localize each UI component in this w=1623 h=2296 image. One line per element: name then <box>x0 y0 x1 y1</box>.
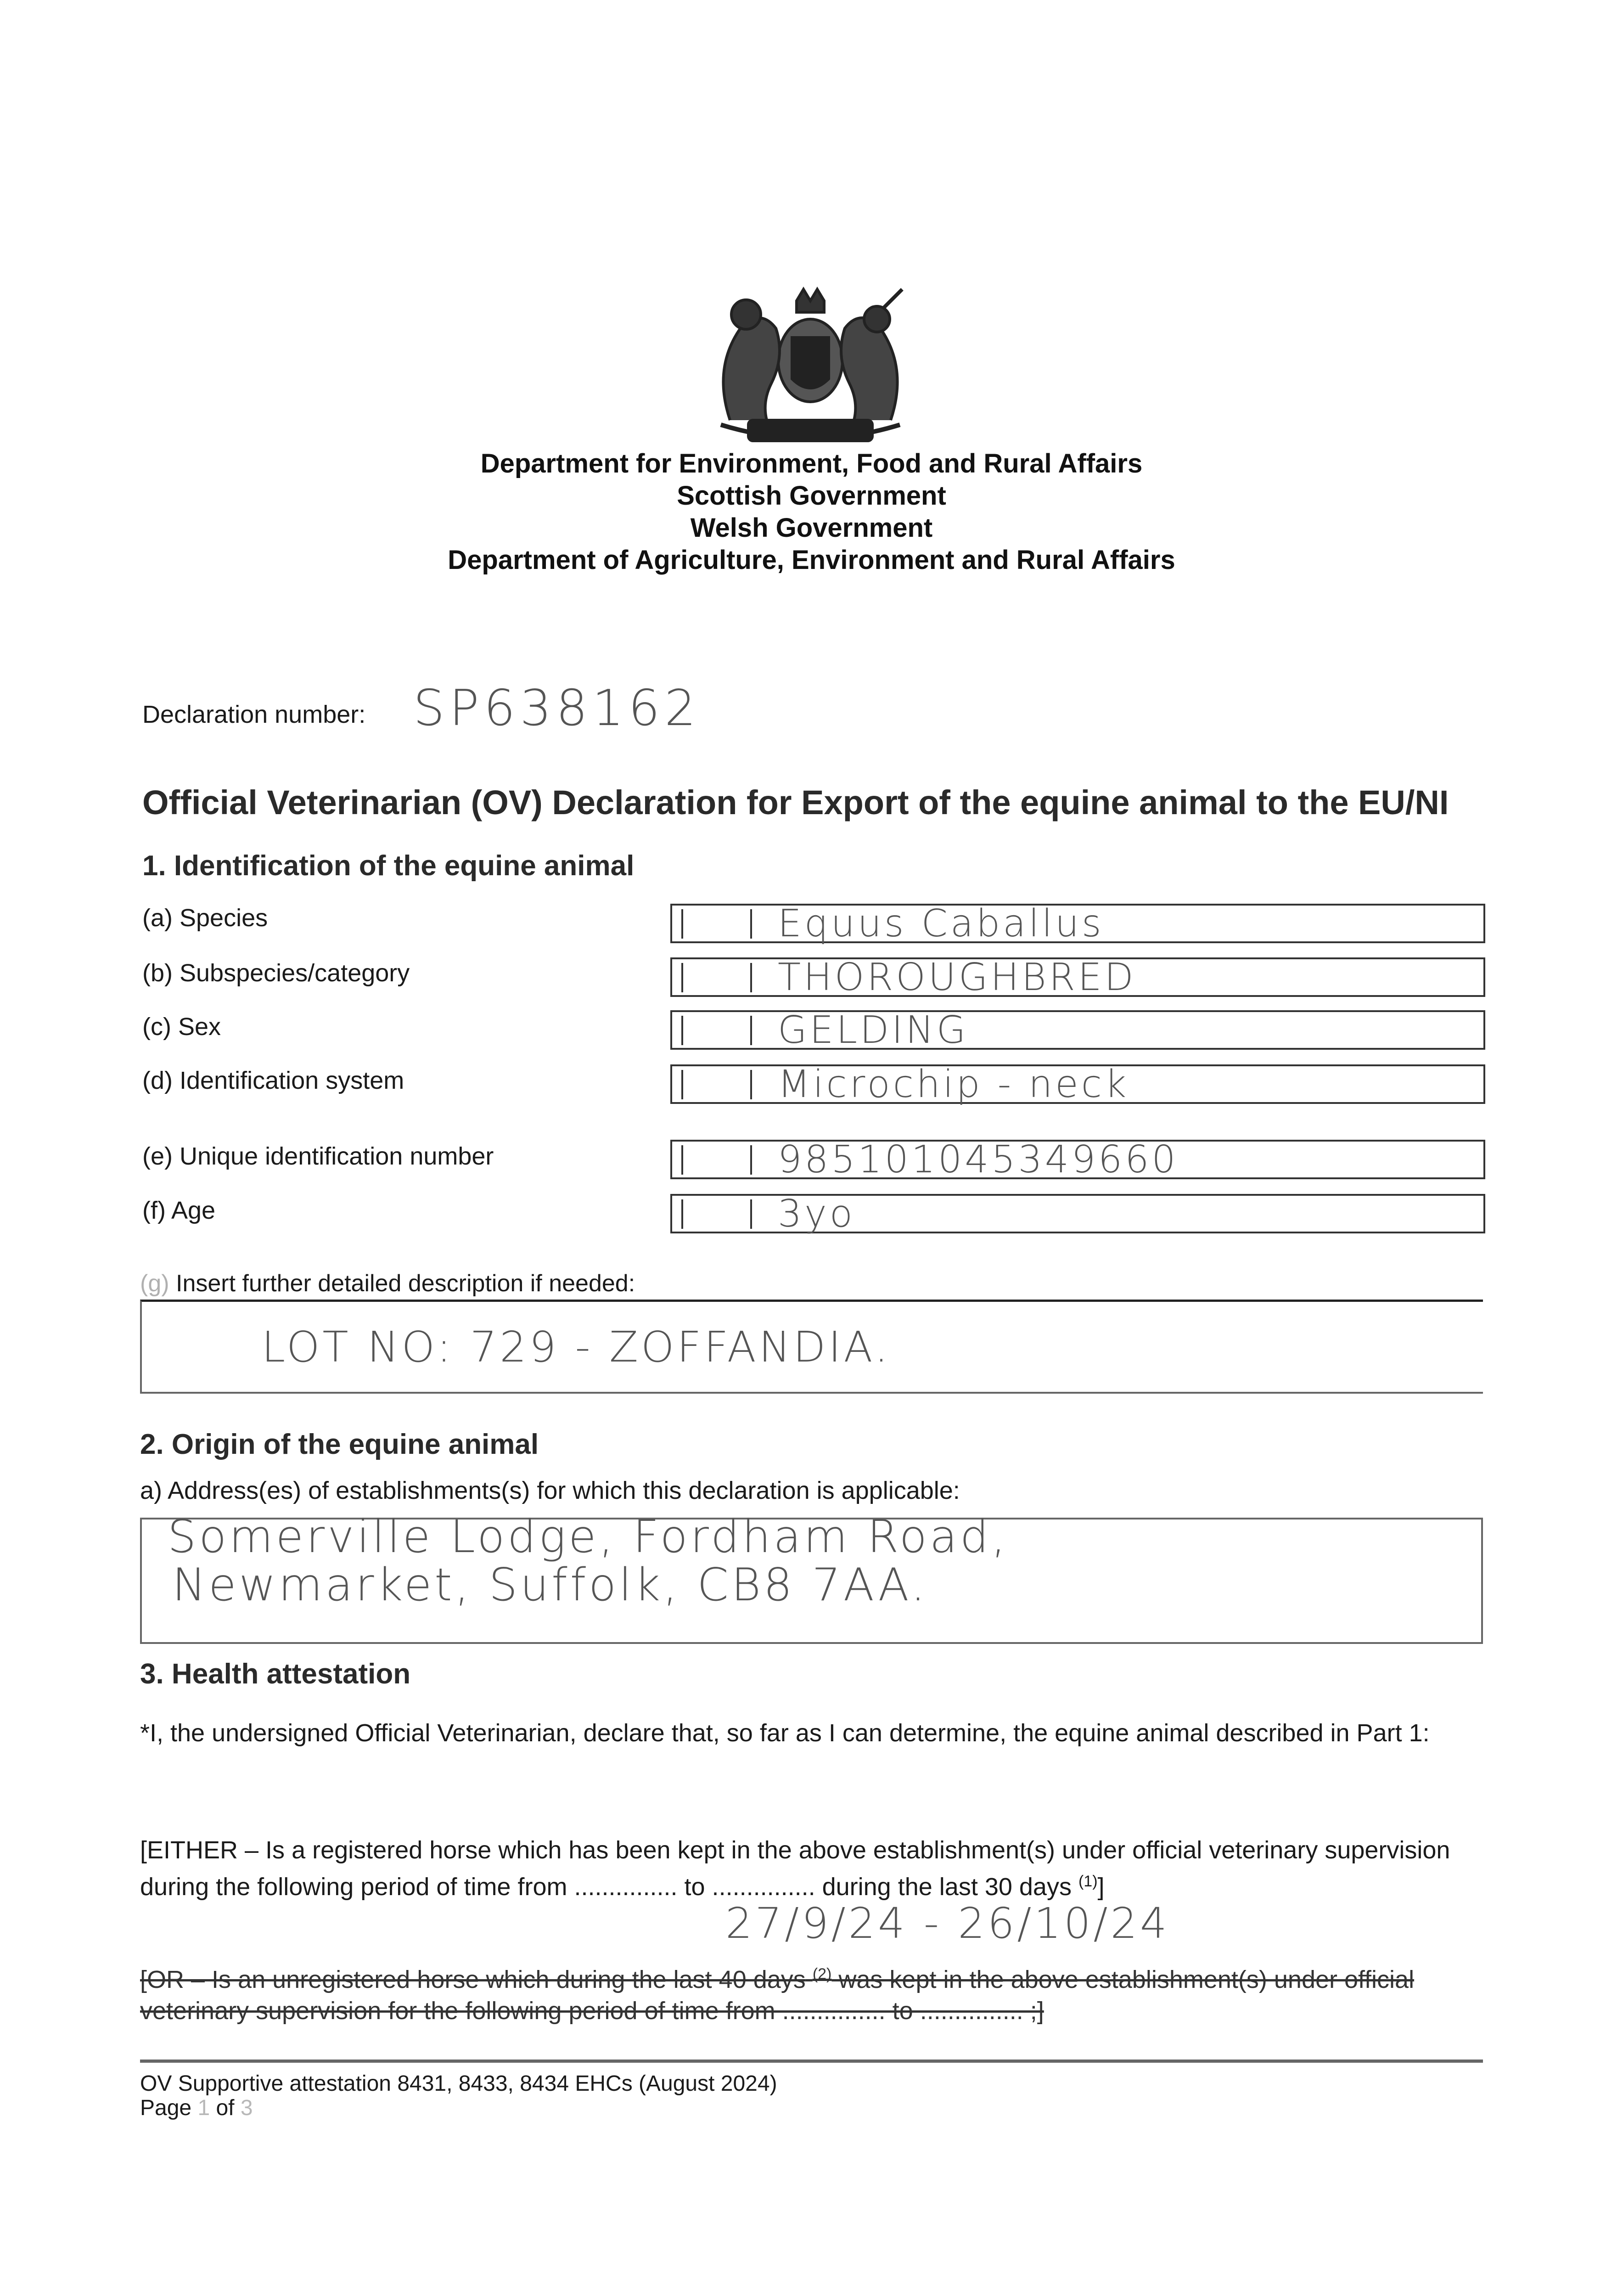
royal-coat-of-arms-icon <box>702 282 918 448</box>
department-name: Department of Agriculture, Environment and Rural Affairs <box>448 545 1175 575</box>
species-field[interactable] <box>670 904 1485 943</box>
attestation-intro: *I, the undersigned Official Veterinarian, declare that, so far as I can determine, the equine animal described in Part 1: <box>140 1719 1430 1747</box>
declaration-number-value[interactable]: SP638162 <box>413 680 701 737</box>
sex-field[interactable] <box>670 1010 1485 1050</box>
further-description-value: LOT NO: 729 - ZOFFANDIA. <box>262 1322 891 1372</box>
document-title: Official Veterinarian (OV) Declaration for Export of the equine animal to the EU/NI <box>142 783 1449 822</box>
department-name: Department for Environment, Food and Rural Affairs <box>480 449 1143 478</box>
species-value: Equus Caballus <box>778 902 1104 945</box>
species-label: (a) Species <box>142 904 268 932</box>
issuing-departments <box>321 448 1302 576</box>
unique-id-value: 985101045349660 <box>778 1138 1179 1182</box>
unique-id-label: (e) Unique identification number <box>142 1142 494 1170</box>
or-clause-struck: [OR – Is an unregistered horse which during the last 40 days $^{(2)}$ was kept in the above establishment(s) under official veterinary supervision for the following period of time from ............... to ............... ;] <box>140 1965 1415 2025</box>
department-name: Scottish Government <box>677 481 946 511</box>
sex-label: (c) Sex <box>142 1013 221 1041</box>
age-value: 3yo <box>778 1192 855 1236</box>
declaration-number-label: Declaration number: <box>142 701 366 728</box>
address-line-2: Newmarket, Suffolk, CB8 7AA. <box>172 1559 928 1611</box>
unique-id-field[interactable] <box>670 1138 1485 1182</box>
section-2-heading: 2. Origin of the equine animal <box>140 1429 539 1460</box>
either-clause: [EITHER – Is a registered horse which has been kept in the above establishment(s) under official veterinary supervision during the following period of time from ............... to ............... during the last 30 days $^{(1)}$] <box>140 1836 1450 1901</box>
subspecies-field[interactable] <box>670 957 1485 997</box>
page-indicator: Page 1 of 3 <box>140 2096 253 2120</box>
identification-system-value: Microchip - neck <box>778 1063 1129 1106</box>
section-3-heading: 3. Health attestation <box>140 1658 411 1690</box>
supervision-dates[interactable]: 27/9/24 - 26/10/24 <box>725 1899 1170 1948</box>
footer-divider <box>140 2060 1483 2063</box>
further-description-label: (g) Insert further detailed description if needed: <box>140 1270 635 1297</box>
footer-attestation: OV Supportive attestation 8431, 8433, 8434 EHCs (August 2024) <box>140 2071 777 2096</box>
identification-system-label: (d) Identification system <box>142 1067 404 1094</box>
sex-value: GELDING <box>778 1008 969 1052</box>
department-name: Welsh Government <box>690 513 933 543</box>
subspecies-value: THOROUGHBRED <box>778 956 1136 999</box>
subspecies-label: (b) Subspecies/category <box>142 959 410 987</box>
address-label: a) Address(es) of establishments(s) for which this declaration is applicable: <box>140 1477 960 1504</box>
section-1-heading: 1. Identification of the equine animal <box>142 850 635 882</box>
age-label: (f) Age <box>142 1197 216 1224</box>
identification-system-field[interactable] <box>670 1064 1485 1104</box>
address-line-1: Somerville Lodge, Fordham Road, <box>168 1511 1009 1563</box>
age-field[interactable] <box>670 1192 1485 1236</box>
